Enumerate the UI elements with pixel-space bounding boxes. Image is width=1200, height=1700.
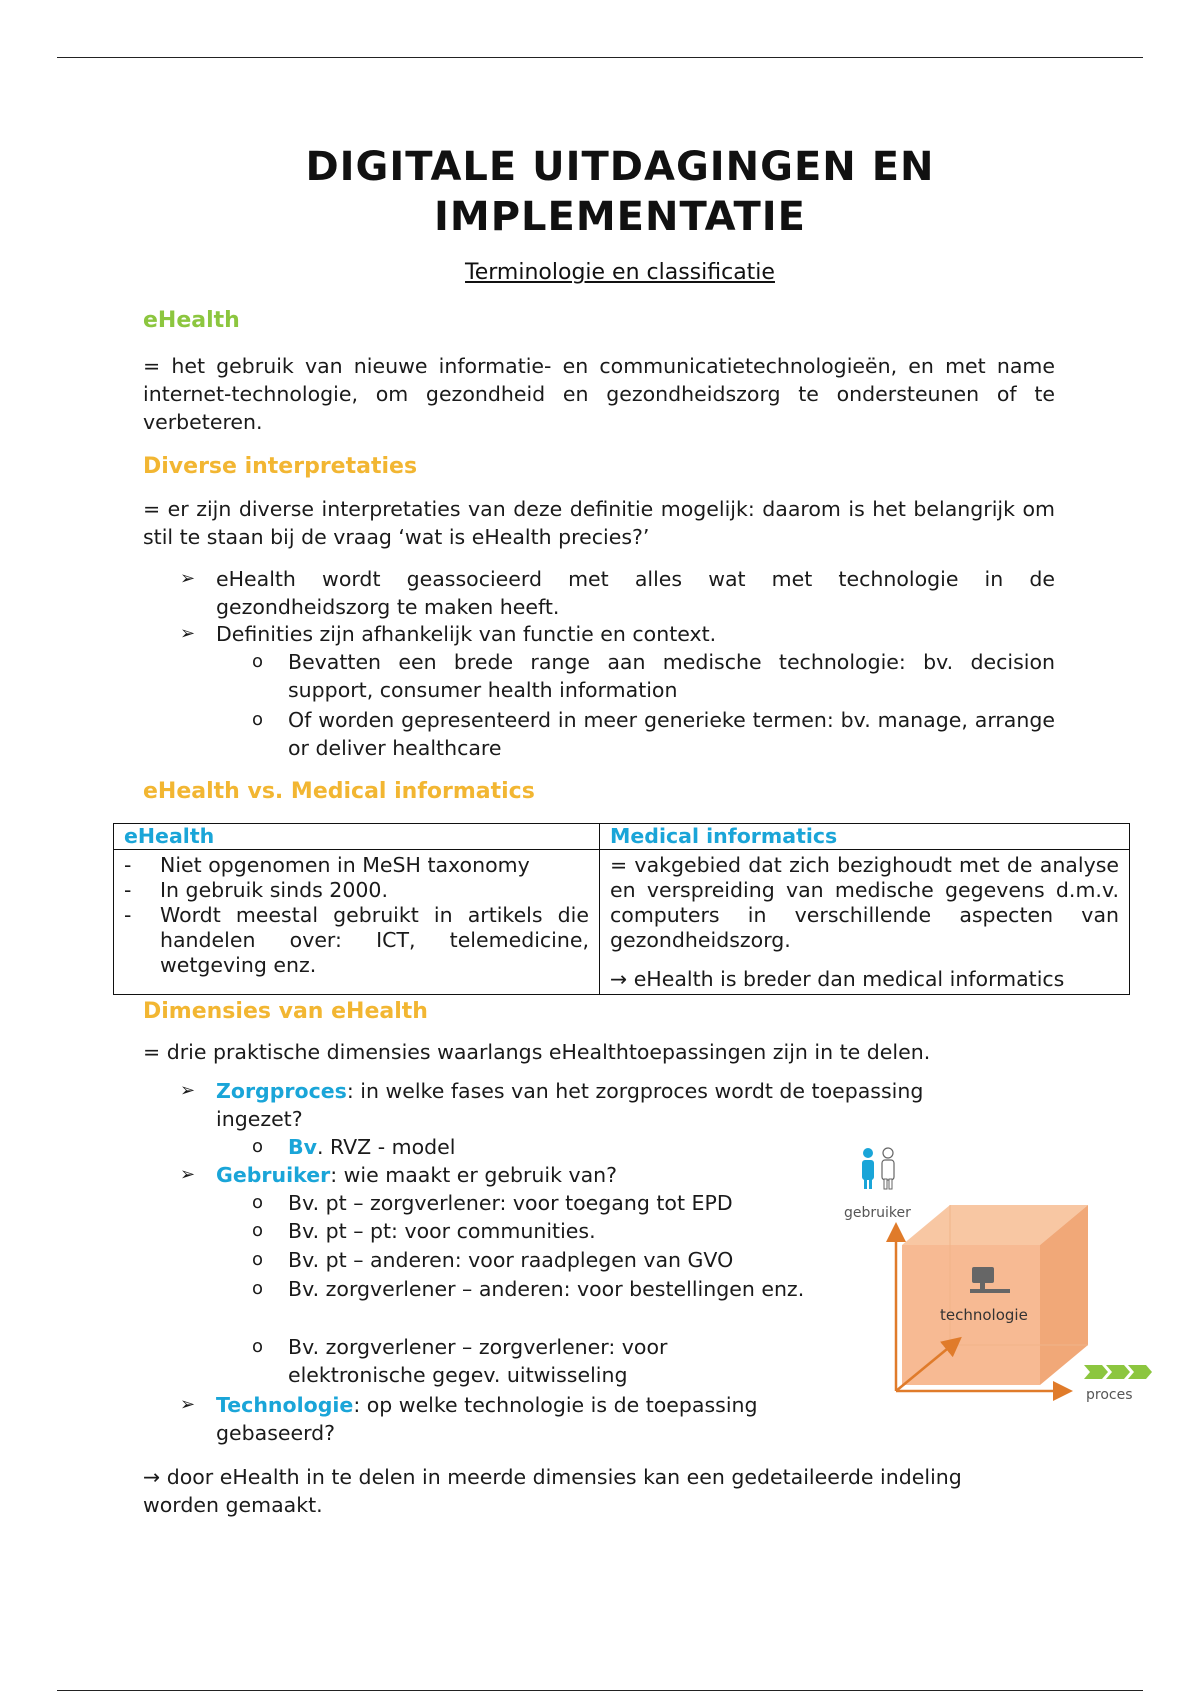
dimensions-cube-diagram: [840, 1145, 1165, 1410]
page-subtitle: Terminologie en classificatie: [465, 260, 775, 285]
sub-bullet-rvz: Bv. RVZ - model: [288, 1135, 456, 1159]
bullet-arrow: ➢: [180, 568, 196, 589]
bullet-zorgproces: Zorgproces: in welke fases van het zorgproces wordt de toepassing ingezet?: [216, 1079, 924, 1131]
bullet-technologie: Technologie: op welke technologie is de toepassing gebaseerd?: [216, 1393, 758, 1445]
medical-informatics-conclusion: → eHealth is breder dan medical informatics: [610, 967, 1065, 991]
sub-bullet-text: Bv. pt – anderen: voor raadplegen van GVO: [288, 1248, 734, 1272]
diagram-label-gebruiker: gebruiker: [844, 1205, 911, 1221]
sub-bullet-text: Bevatten een brede range aan medische technologie: bv. decision support, consumer health information: [288, 650, 1055, 702]
dimensies-conclusion: → door eHealth in te delen in meerde dimensies kan een gedetaileerde indeling worden gemaakt.: [143, 1465, 962, 1517]
sub-bullet-marker: o: [252, 651, 264, 672]
bullet-arrow: ➢: [180, 1394, 196, 1415]
sub-bullet-marker: o: [252, 1220, 264, 1241]
diagram-label-proces: proces: [1086, 1387, 1133, 1403]
sub-bullet-marker: o: [252, 1336, 264, 1357]
diagram-label-technologie: technologie: [940, 1306, 1028, 1324]
list-item: - Niet opgenomen in MeSH taxonomy: [124, 853, 530, 877]
bullet-text: Definities zijn afhankelijk van functie en context.: [216, 622, 717, 646]
process-icon: [1084, 1365, 1152, 1379]
sub-bullet-marker: o: [252, 1136, 264, 1157]
heading-ehealth: eHealth: [143, 308, 240, 333]
heading-dimensies: Dimensies van eHealth: [143, 999, 428, 1024]
ehealth-definition: = het gebruik van nieuwe informatie- en communicatietechnologieën, en met name internet-technologie, om gezondheid en gezondheidszorg te ondersteunen of te verbeteren.: [143, 354, 1055, 434]
sub-bullet-text: Of worden gepresenteerd in meer generieke termen: bv. manage, arrange or deliver healthcare: [288, 708, 1055, 760]
heading-diverse-interpretaties: Diverse interpretaties: [143, 454, 418, 479]
page-title: DIGITALE UITDAGINGEN EN IMPLEMENTATIE: [305, 144, 935, 240]
table-cell-medical-informatics: [600, 850, 1130, 995]
bottom-rule: [57, 1690, 1143, 1691]
user-icon: [862, 1148, 894, 1189]
list-item: - Wordt meestal gebruikt in artikels die handelen over: ICT, telemedicine, wetgeving enz.: [124, 903, 589, 977]
interpretaties-text: = er zijn diverse interpretaties van deze definitie mogelijk: daarom is het belangrijk om stil te staan bij de vraag ‘wat is eHealth precies?’: [143, 497, 1055, 549]
comparison-table: [113, 823, 1130, 995]
bullet-arrow: ➢: [180, 1080, 196, 1101]
table-header-medical-informatics: Medical informatics: [600, 824, 1130, 850]
dimensies-intro: = drie praktische dimensies waarlangs eHealthtoepassingen zijn in te delen.: [143, 1040, 931, 1064]
table-header-ehealth: eHealth: [114, 824, 600, 850]
sub-bullet-marker: o: [252, 709, 264, 730]
bullet-gebruiker: Gebruiker: wie maakt er gebruik van?: [216, 1163, 618, 1187]
sub-bullet-marker: o: [252, 1249, 264, 1270]
bullet-text: eHealth wordt geassocieerd met alles wat met technologie in de gezondheidszorg te maken heeft.: [216, 567, 1055, 619]
bullet-arrow: ➢: [180, 623, 196, 644]
table-cell-ehealth: [114, 850, 600, 995]
sub-bullet-text: Bv. zorgverlener – anderen: voor bestellingen enz.: [288, 1277, 805, 1301]
sub-bullet-marker: o: [252, 1192, 264, 1213]
sub-bullet-text: Bv. zorgverlener – zorgverlener: voor elektronische gegev. uitwisseling: [288, 1335, 668, 1387]
top-rule: [57, 57, 1143, 58]
heading-ehealth-vs-medical: eHealth vs. Medical informatics: [143, 779, 535, 804]
sub-bullet-marker: o: [252, 1278, 264, 1299]
sub-bullet-text: Bv. pt – zorgverlener: voor toegang tot EPD: [288, 1191, 733, 1215]
bullet-arrow: ➢: [180, 1164, 196, 1185]
sub-bullet-text: Bv. pt – pt: voor communities.: [288, 1219, 596, 1243]
list-item: - In gebruik sinds 2000.: [124, 878, 388, 902]
medical-informatics-definition: = vakgebied dat zich bezighoudt met de analyse en verspreiding van medische gegevens d.m.v. computers in verschillende aspecten van gezondheidszorg.: [610, 853, 1119, 952]
